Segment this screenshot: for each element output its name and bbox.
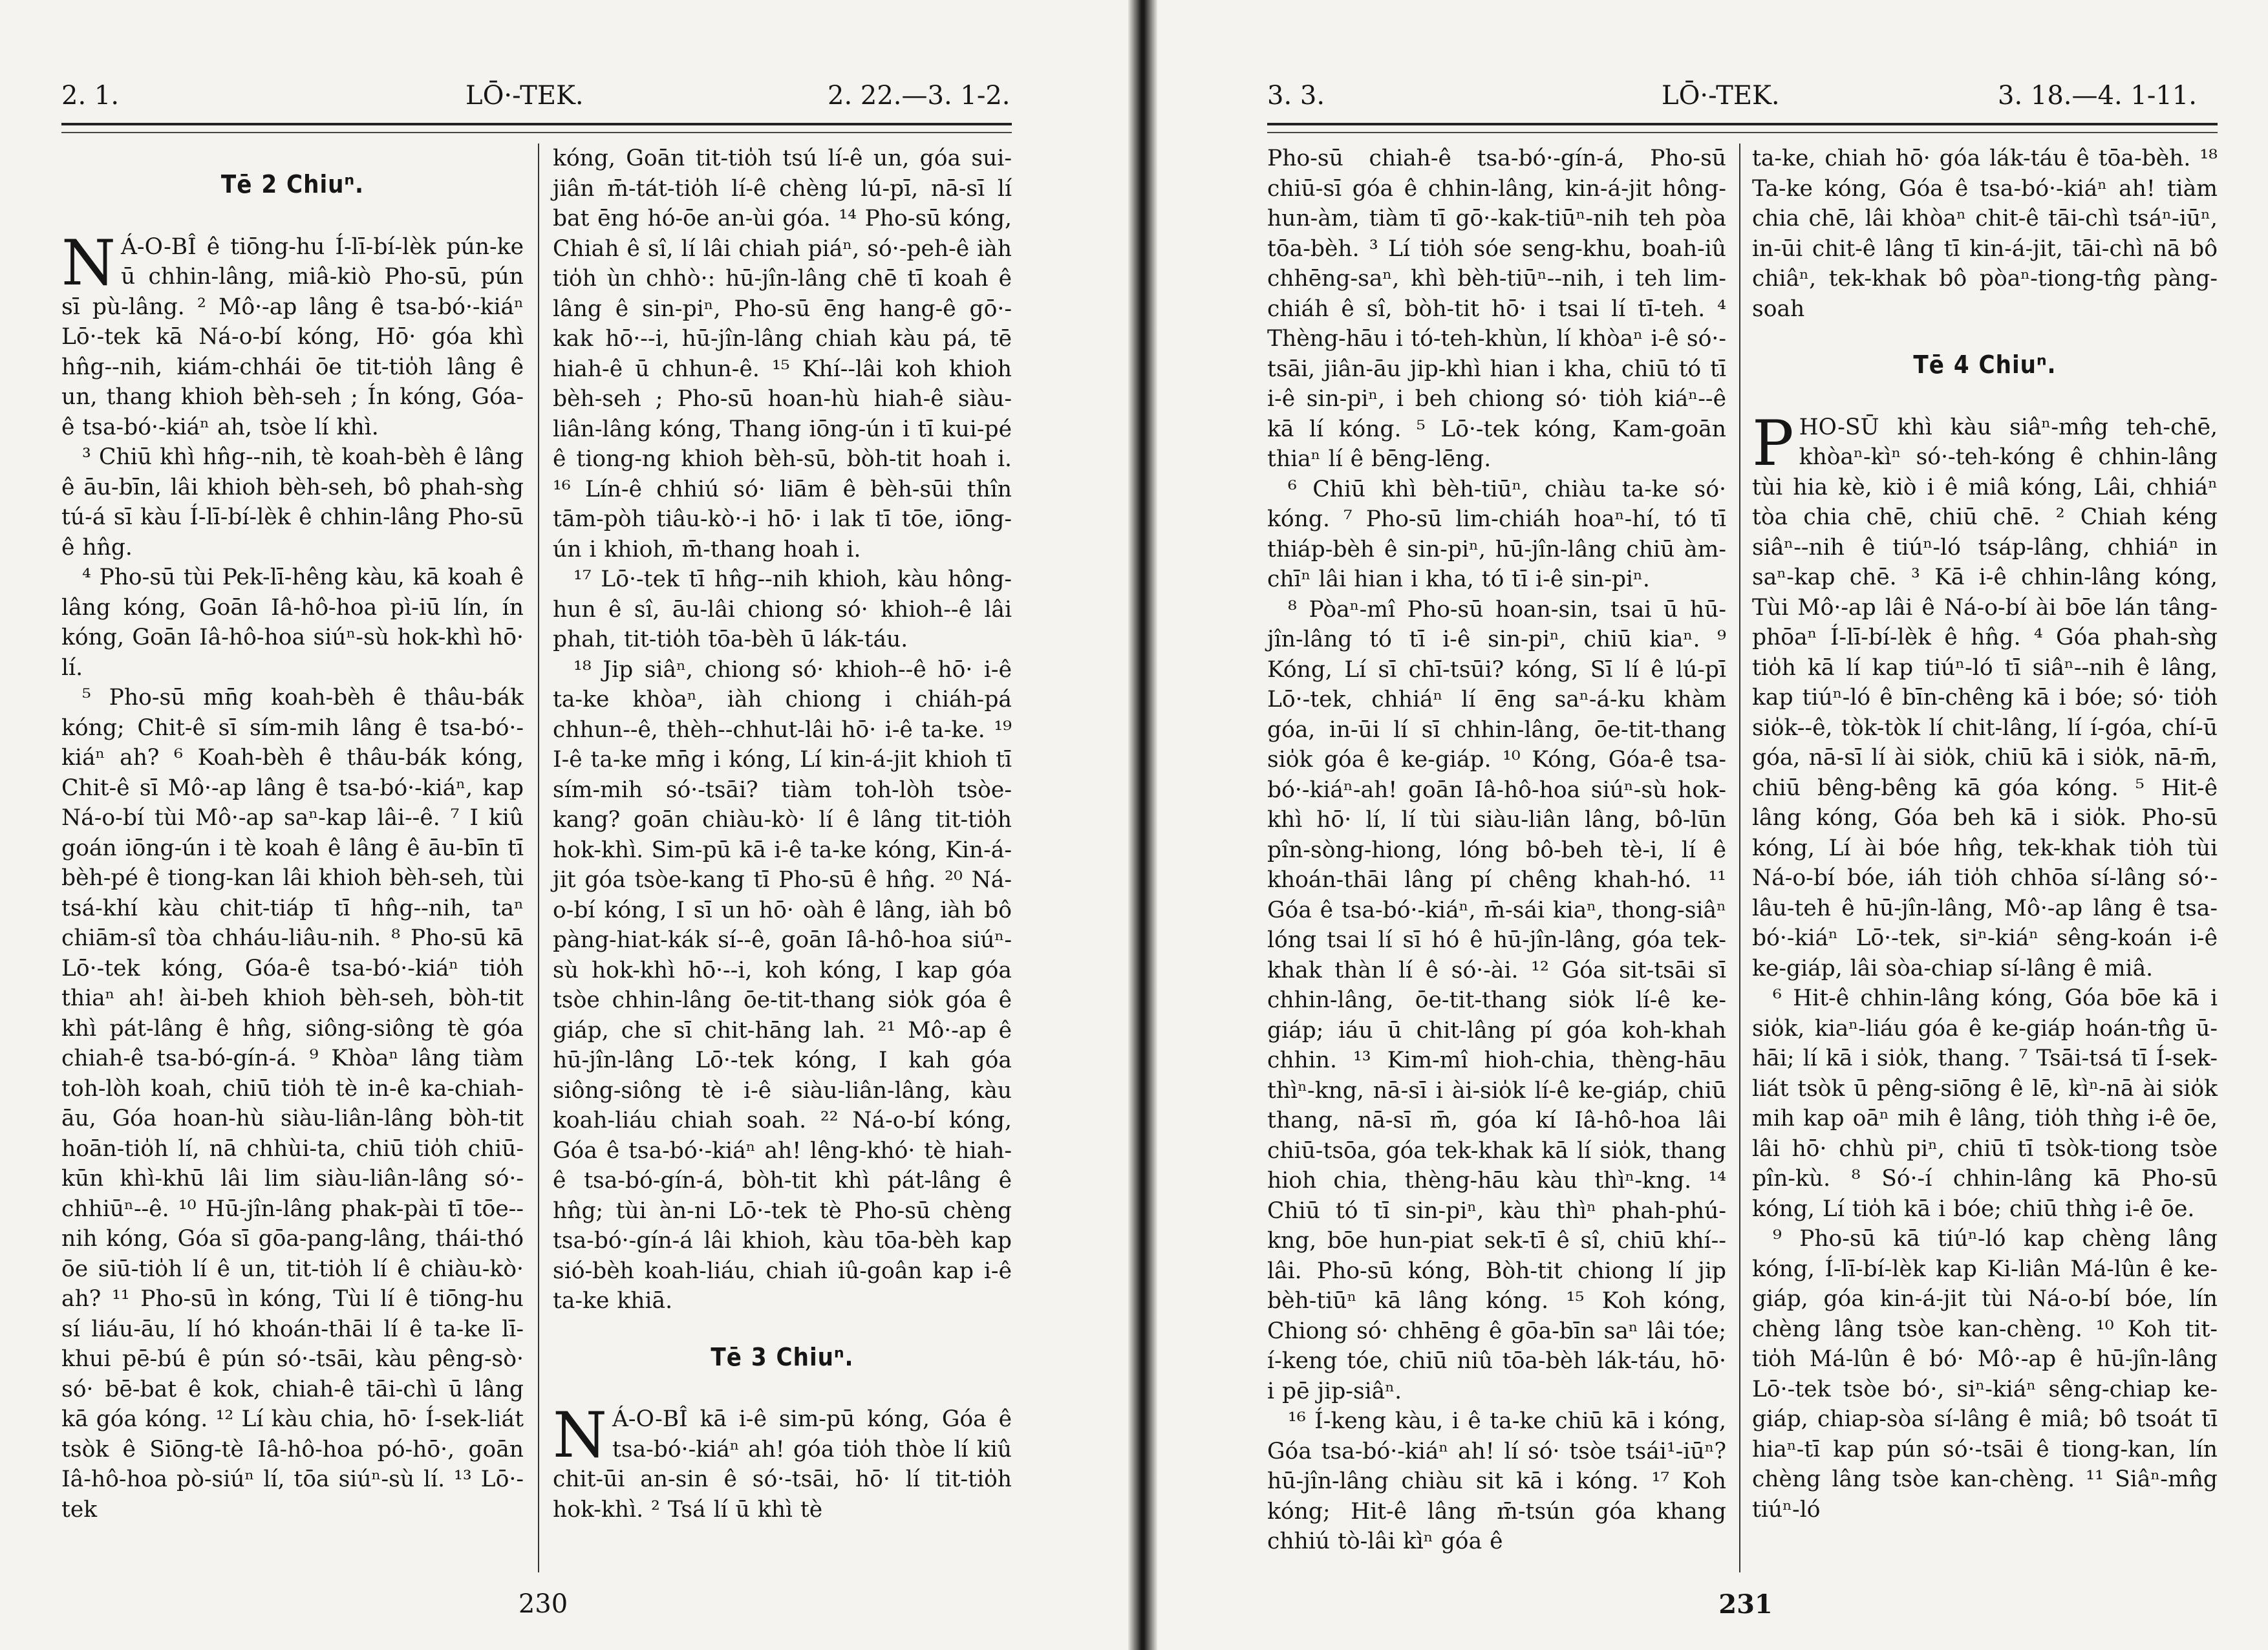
right-header-chapter: 3. 3. xyxy=(1267,81,1325,111)
right-col2-para-1: ta-ke, chiah hō· góa lák-táu ê tōa-bèh. ¹⁸ Ta-ke kóng, Góa ê tsa-bó·-kiáⁿ ah! tiàm chia chē, lâi khòaⁿ chit-ê tāi-chì tsáⁿ-iūⁿ, in-ūi chit-ê lâng tī kin-á-jit, tāi-chì nā bô chiâⁿ, tek-khak bô pòaⁿ-tiong-tn̂g pàng-soah xyxy=(1752,145,2218,322)
drop-cap: P xyxy=(1752,407,1794,480)
left-column-2 xyxy=(553,144,1012,1525)
right-page xyxy=(1157,0,2268,1650)
left-col2-para-1: kóng, Goān tit-tio̍h tsú lí-ê un, góa sui-jiân m̄-tát-tio̍h lí-ê chèng lú-pī, nā-sī lí bat ēng hó-ōe an-ùi góa. ¹⁴ Pho-sū kóng, Chiah ê sî, lí lâi chiah piáⁿ, só·-peh-ê iàh tio̍h ùn chhò·: hū-jîn-lâng chē tī koah ê lâng ê sin-piⁿ, Pho-sū ēng hang-ê gō·-kak hō·--i, hū-jîn-lâng chiah kàu pá, tē hiah-ê ū chhun-ê. ¹⁵ Khí--lâi koh khioh bèh-seh ; Pho-sū hoan-hù hiah-ê siàu-liân-lâng kóng, Thang iōng-ún i tī kui-pé ê tiong-ng khioh bèh-sū, bòh-tit hoah i. ¹⁶ Lín-ê chhiú só· liām ê bèh-sūi thîn tām-pòh tiâu-kò·-i hō· i lak tī tōe, iōng-ún i khioh, m̄-thang hoah i. xyxy=(553,145,1012,562)
left-col1-para-2: ³ Chiū khì hn̂g--nih, tè koah-bèh ê lâng ê āu-bīn, lâi khioh bèh-seh, bô phah-sǹg tú-á sī kàu Í-lī-bí-lèk ê chhin-lâng Pho-sū ê hn̂g. xyxy=(61,444,524,561)
right-header-range: 3. 18.—4. 1-11. xyxy=(1998,81,2197,111)
right-col1-para-3: ⁸ Pòaⁿ-mî Pho-sū hoan-sin, tsai ū hū-jîn-lâng tó tī i-ê sin-piⁿ, chiū kiaⁿ. ⁹ Kóng, Lí sī chī-tsūi? kóng, Sī lí ê lú-pī Lō·-tek, chhiáⁿ lí ēng saⁿ-á-ku khàm góa, in-ūi lí sī chhin-lâng, ōe-tit-thang sio̍k góa ê ke-giáp. ¹⁰ Kóng, Góa-ê tsa-bó·-kiáⁿ-ah! goān Iâ-hô-hoa siúⁿ-sù hok-khì hō· lí, lí tùi siàu-liân lâng, bô-lūn pîn-sòng-hiong, lóng bô-beh tè-i, lí ê khoán-thāi lâng pí chêng khah-hó. ¹¹ Góa ê tsa-bó·-kiáⁿ, m̄-sái kiaⁿ, thong-siâⁿ lóng tsai lí sī hó ê hū-jîn-lâng, góa tek-khak thàn lí ê só·-ài. ¹² Góa sit-tsāi sī chhin-lâng, ōe-tit-thang sio̍k lí-ê ke-giáp; iáu ū chit-lâng pí góa koh-khah chhin. ¹³ Kim-mî hioh-chia, thèng-hāu thìⁿ-kng, nā-sī i ài-sio̍k lí-ê ke-giáp, chiū thang, nā-sī m̄, góa kí Iâ-hô-hoa lâi chiū-tsōa, góa tek-khak kā lí sio̍k, thang hioh chia, thèng-hāu kàu thìⁿ-kng. ¹⁴ Chiū tó tī sin-piⁿ, kàu thìⁿ phah-phú-kng, bōe hun-piat sek-tī ê sî, chiū khí--lâi. Pho-sū kóng, Bòh-tit chiong lí jip bèh-tiūⁿ kā lâng kóng. ¹⁵ Koh kóng, Chiong só· chhēng ê gōa-bīn saⁿ lâi tóe; í-keng tóe, chiū niû tōa-bèh lák-táu, hō· i pē jip-siâⁿ. xyxy=(1267,596,1726,1404)
book-gutter xyxy=(1128,0,1157,1650)
left-column-divider xyxy=(538,144,539,1572)
left-header-title: LŌ·-TEK. xyxy=(465,81,584,111)
right-column-2 xyxy=(1752,144,2218,1525)
chapter-3-heading: Tē 3 Chiuⁿ. xyxy=(711,1342,854,1371)
page-number-left: 230 xyxy=(518,1589,568,1619)
right-header-rule xyxy=(1267,123,2218,125)
left-header-rule xyxy=(61,123,1012,125)
left-col2-para-2: ¹⁷ Lō·-tek tī hn̂g--nih khioh, kàu hông-hun ê sî, āu-lâi chiong só· khioh--ê lâi phah, tit-tio̍h tōa-bèh ū lák-táu. xyxy=(553,566,1012,652)
right-col2-para-4: ⁹ Pho-sū kā tiúⁿ-ló kap chèng lâng kóng, Í-lī-bí-lèk kap Ki-liân Má-lûn ê ke-giáp, góa kin-á-jit tùi Ná-o-bí bóe, lín chèng lâng tsòe kan-chèng. ¹⁰ Koh tit-tio̍h Má-lûn ê bó· Mô·-ap ê hū-jîn-lâng Lō·-tek tsòe bó·, siⁿ-kiáⁿ sêng-chiap ke-giáp, chiap-sòa sí-lâng ê miâ; bô tsoát tī hiaⁿ-tī kap pún só·-tsāi ê tiong-kan, lín chèng lâng tsòe kan-chèng. ¹¹ Siâⁿ-mn̂g tiúⁿ-ló xyxy=(1752,1226,2218,1523)
left-header-range: 2. 22.—3. 1-2. xyxy=(828,81,1011,111)
left-col2-para-4: N Á-O-BÎ kā i-ê sim-pū kóng, Góa ê tsa-bó·-kiáⁿ ah! góa tio̍h thòe lí kiû chit-ūi an-sin ê só·-tsāi, hō· lí tit-tio̍h hok-khì. ² Tsá lí ū khì tè xyxy=(553,1399,1012,1523)
left-col2-para-3: ¹⁸ Jip siâⁿ, chiong só· khioh--ê hō· i-ê ta-ke khòaⁿ, iàh chiong i chiáh-pá chhun--ê, thèh--chhut-lâi hō· i-ê ta-ke. ¹⁹ I-ê ta-ke mn̄g i kóng, Lí kin-á-jit khioh tī sím-mih só·-tsāi? tiàm toh-lòh tsòe-kang? goān chiàu-kò· lí ê lâng tit-tio̍h hok-khì. Sim-pū kā i-ê ta-ke kóng, Kin-á-jit góa tsòe-kang tī Pho-sū ê hn̂g. ²⁰ Ná-o-bí kóng, I sī un hō· oàh ê lâng, iàh bô pàng-hiat-kák sí--ê, goān Iâ-hô-hoa siúⁿ-sù hok-khì hō·--i, koh kóng, I kap góa tsòe chhin-lâng ōe-tit-thang sio̍k góa ê giáp, che sī chit-hāng lah. ²¹ Mô·-ap ê hū-jîn-lâng Lō·-tek kóng, I kah góa siông-siông tè i-ê siàu-liân-lâng, kàu koah-liáu chiah soah. ²² Ná-o-bí kóng, Góa ê tsa-bó·-kiáⁿ ah! lêng-khó· tè hiah-ê tsa-bó-gín-á, bòh-tit khì pát-lâng ê hn̂g; tùi àn-ni Lō·-tek tè Pho-sū chèng tsa-bó·-gín-á lâi khioh, kàu tōa-bèh kap sió-bèh koah-liáu, chiah iû-goân kap i-ê ta-ke khiā. xyxy=(553,656,1012,1314)
right-header-title: LŌ·-TEK. xyxy=(1662,81,1780,111)
right-col2-para-3: ⁶ Hit-ê chhin-lâng kóng, Góa bōe kā i sio̍k, kiaⁿ-liáu góa ê ke-giáp hoán-tn̂g ū-hāi; lí kā i sio̍k, thang. ⁷ Tsāi-tsá tī Í-sek-liát tsòk ū pêng-siōng ê lē, kìⁿ-nā ài sio̍k mih kap oāⁿ mih ê lâng, tio̍h thǹg i-ê ōe, lâi hō· chhù piⁿ, chiū tī tsòk-tiong tsòe pîn-kù. ⁸ Só·-í chhin-lâng kā Pho-sū kóng, Lí tio̍h kā i bóe; chiū thǹg i-ê ōe. xyxy=(1752,985,2218,1222)
left-col1-para-4: ⁵ Pho-sū mn̄g koah-bèh ê thâu-bák kóng; Chit-ê sī sím-mih lâng ê tsa-bó·-kiáⁿ ah? ⁶ Koah-bèh ê thâu-bák kóng, Chit-ê sī Mô·-ap lâng ê tsa-bó·-kiáⁿ, kap Ná-o-bí tùi Mô·-ap saⁿ-kap lâi--ê. ⁷ I kiû goán iōng-ún i tè koah ê lâng ê āu-bīn tī bèh-pé ê tiong-kan lâi khioh bèh-seh, tùi tsá-khí kàu chit-tiáp tī hn̂g--nih, taⁿ chiām-sî tòa chháu-liâu-nih. ⁸ Pho-sū kā Lō·-tek kóng, Góa-ê tsa-bó·-kiáⁿ tio̍h thiaⁿ ah! ài-beh khioh bèh-seh, bòh-tit khì pát-lâng ê hn̂g, siông-siông tè góa chiah-ê tsa-bó-gín-á. ⁹ Khòaⁿ lâng tiàm toh-lòh koah, chiū tio̍h tè in-ê ka-chiah-āu, Góa hoan-hù siàu-liân-lâng bòh-tit hoān-tio̍h lí, nā chhùi-ta, chiū tio̍h chiū-kūn khì-khū lâi lim siàu-liân-lâng só·-chhiūⁿ--ê. ¹⁰ Hū-jîn-lâng phak-pài tī tōe--nih kóng, Góa sī gōa-pang-lâng, thái-thó ōe siū-tio̍h lí ê un, tit-tio̍h lí ê chiàu-kò· ah? ¹¹ Pho-sū ìn kóng, Tùi lí ê tiōng-hu sí liáu-āu, lí hó khoán-thāi lí ê ta-ke lī-khui pē-bú ê pún só·-tsāi, kàu pêng-sò· só· bē-bat ê kok, chiah-ê tāi-chì ū lâng kā góa kóng. ¹² Lí kàu chia, hō· Í-sek-liát tsòk ê Siōng-tè Iâ-hô-hoa pó-hō·, goān Iâ-hô-hoa pò-siúⁿ lí, tōa siúⁿ-sù lí. ¹³ Lō·-tek xyxy=(61,685,524,1523)
chapter-2-heading: Tē 2 Chiuⁿ. xyxy=(220,170,365,198)
left-column-1 xyxy=(61,144,524,1525)
drop-cap: N xyxy=(61,226,116,299)
drop-cap: N xyxy=(553,1399,607,1472)
right-col1-para-2: ⁶ Chiū khì bèh-tiūⁿ, chiàu ta-ke só· kóng. ⁷ Pho-sū lim-chiáh hoaⁿ-hí, tó tī thiáp-bèh ê sin-piⁿ, hū-jîn-lâng chiū àm-chīⁿ lâi hian i kha, tó tī i-ê sin-piⁿ. xyxy=(1267,476,1726,592)
right-col1-para-1: Pho-sū chiah-ê tsa-bó·-gín-á, Pho-sū chiū-sī góa ê chhin-lâng, kin-á-jit hông-hun-àm, tiàm tī gō·-kak-tiūⁿ-nih teh pòa tōa-bèh. ³ Lí tio̍h sóe seng-khu, boah-iû chhēng-saⁿ, khì bèh-tiūⁿ--nih, i teh lim-chiáh ê sî, bòh-tit hō· i tsai lí tī-teh. ⁴ Thèng-hāu i tó-teh-khùn, lí khòaⁿ i-ê só·-tsāi, jiân-āu jip-khì hian i kha, chiū tó tī i-ê sin-piⁿ, i beh chiong só· tio̍h kiáⁿ--ê kā lí kóng. ⁵ Lō·-tek kóng, Kam-goān thiaⁿ lí ê bēng-lēng. xyxy=(1267,145,1726,472)
chapter-4-heading: Tē 4 Chiuⁿ. xyxy=(1913,350,2057,379)
left-header-chapter: 2. 1. xyxy=(61,81,120,111)
left-header-rule-thin xyxy=(61,132,1012,133)
left-running-header xyxy=(0,76,1128,115)
right-col2-para-2: PHO-SŪ khì kàu siâⁿ-mn̂g teh-chē, khòaⁿ-kìⁿ só·-teh-kóng ê chhin-lâng tùi hia kè, kiò i ê miâ kóng, Lâi, chhiáⁿ tòa chia chē, chiū chē. ² Chiah kéng siâⁿ--nih ê tiúⁿ-ló tsáp-lâng, chhiáⁿ in saⁿ-kap chē. ³ Kā i-ê chhin-lâng kóng, Tùi Mô·-ap lâi ê Ná-o-bí ài bōe lán tâng-phōaⁿ Í-lī-bí-lèk ê hn̂g. ⁴ Góa phah-sǹg tio̍h kā lí kap tiúⁿ-ló tī siâⁿ--nih ê lâng, kap tiúⁿ-ló ê bīn-chêng kā i bóe; só· tio̍h sio̍k--ê, tòk-tòk lí chit-lâng, lí í-góa, chí-ū góa, nā-sī lí ài sio̍k, chiū kā i sio̍k, nā-m̄, chiū bêng-bêng kā góa kóng. ⁵ Hit-ê lâng kóng, Góa beh kā i sio̍k. Pho-sū kóng, Lí ài bóe hn̂g, tek-khak tio̍h tùi Ná-o-bí bóe, iáh tio̍h chhōa sí-lâng só·-lâu-teh ê hū-jîn-lâng, Mô·-ap lâng ê tsa-bó·-kiáⁿ Lō·-tek, siⁿ-kiáⁿ sêng-koán i-ê ke-giáp, lâi sòa-chiap sí-lâng ê miâ. xyxy=(1752,407,2218,981)
left-col1-para-1: N Á-O-BÎ ê tiōng-hu Í-lī-bí-lèk pún-ke ū chhin-lâng, miâ-kiò Pho-sū, pún sī pù-lâng. ² Mô·-ap lâng ê tsa-bó·-kiáⁿ Lō·-tek kā Ná-o-bí kóng, Hō· góa khì hn̂g--nih, kiám-chhái ōe tit-tio̍h lâng ê un, thang khioh bèh-seh ; Ín kóng, Góa-ê tsa-bó·-kiáⁿ ah, tsòe lí khì. xyxy=(61,226,524,440)
page-number-right: 231 xyxy=(1718,1589,1773,1620)
right-header-rule-thin xyxy=(1267,132,2218,133)
left-page xyxy=(0,0,1128,1650)
right-column-1 xyxy=(1267,144,1726,1557)
right-col1-para-4: ¹⁶ Í-keng kàu, i ê ta-ke chiū kā i kóng, Góa tsa-bó·-kiáⁿ ah! lí só· tsòe tsái¹-iūⁿ? hū-jîn-lâng chiàu sit kā i kóng. ¹⁷ Koh kóng; Hit-ê lâng m̄-tsún góa khang chhiú tò-lâi kìⁿ góa ê xyxy=(1267,1408,1726,1554)
right-running-header xyxy=(1157,76,2268,115)
right-column-divider xyxy=(1739,144,1740,1572)
left-col1-para-3: ⁴ Pho-sū tùi Pek-lī-hêng kàu, kā koah ê lâng kóng, Goān Iâ-hô-hoa pì-iū lín, ín kóng, Goān Iâ-hô-hoa siúⁿ-sù hok-khì hō· lí. xyxy=(61,564,524,681)
